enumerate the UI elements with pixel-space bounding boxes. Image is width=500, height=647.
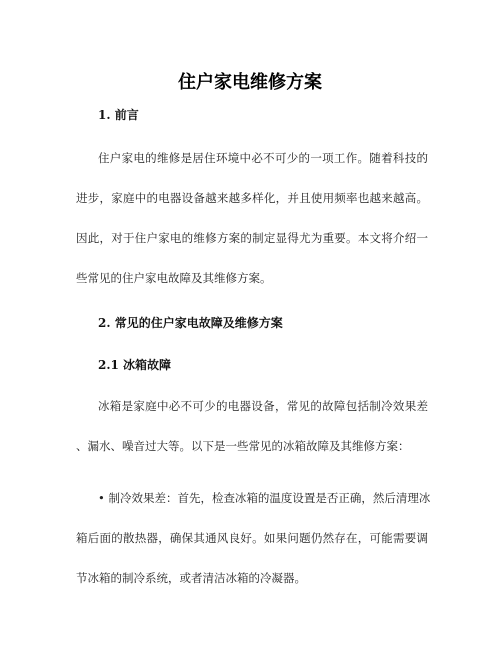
paragraph-line: 冰箱是家庭中必不可少的电器设备，常见的故障包括制冷效果差 bbox=[98, 399, 428, 413]
paragraph-line: 因此，对于住户家电的维修方案的制定显得尤为重要。本文将介绍一 bbox=[76, 231, 428, 245]
paragraph-line: • 制冷效果差：首先，检查冰箱的温度设置是否正确，然后清理冰 bbox=[98, 491, 431, 505]
subsection-heading-fridge: 2.1 冰箱故障 bbox=[98, 358, 172, 372]
paragraph-line: 住户家电的维修是居住环境中必不可少的一项工作。随着科技的 bbox=[98, 151, 428, 165]
section-heading-intro: 1. 前言 bbox=[98, 108, 139, 122]
paragraph-intro bbox=[76, 138, 428, 298]
paragraph-line: 箱后面的散热器，确保其通风良好。如果问题仍然存在，可能需要调 bbox=[76, 531, 428, 545]
paragraph-fridge-cooling bbox=[76, 478, 431, 598]
document-title: 住户家电维修方案 bbox=[178, 72, 322, 93]
paragraph-line: 、漏水、噪音过大等。以下是一些常见的冰箱故障及其维修方案： bbox=[76, 439, 410, 453]
paragraph-line: 节冰箱的制冷系统，或者清洁冰箱的冷凝器。 bbox=[76, 571, 306, 585]
paragraph-fridge-intro bbox=[76, 386, 428, 466]
section-heading-common-faults: 2. 常见的住户家电故障及维修方案 bbox=[98, 316, 283, 330]
paragraph-line: 进步，家庭中的电器设备越来越多样化，并且使用频率也越来越高。 bbox=[76, 191, 428, 205]
paragraph-line: 些常见的住户家电故障及其维修方案。 bbox=[76, 271, 272, 285]
